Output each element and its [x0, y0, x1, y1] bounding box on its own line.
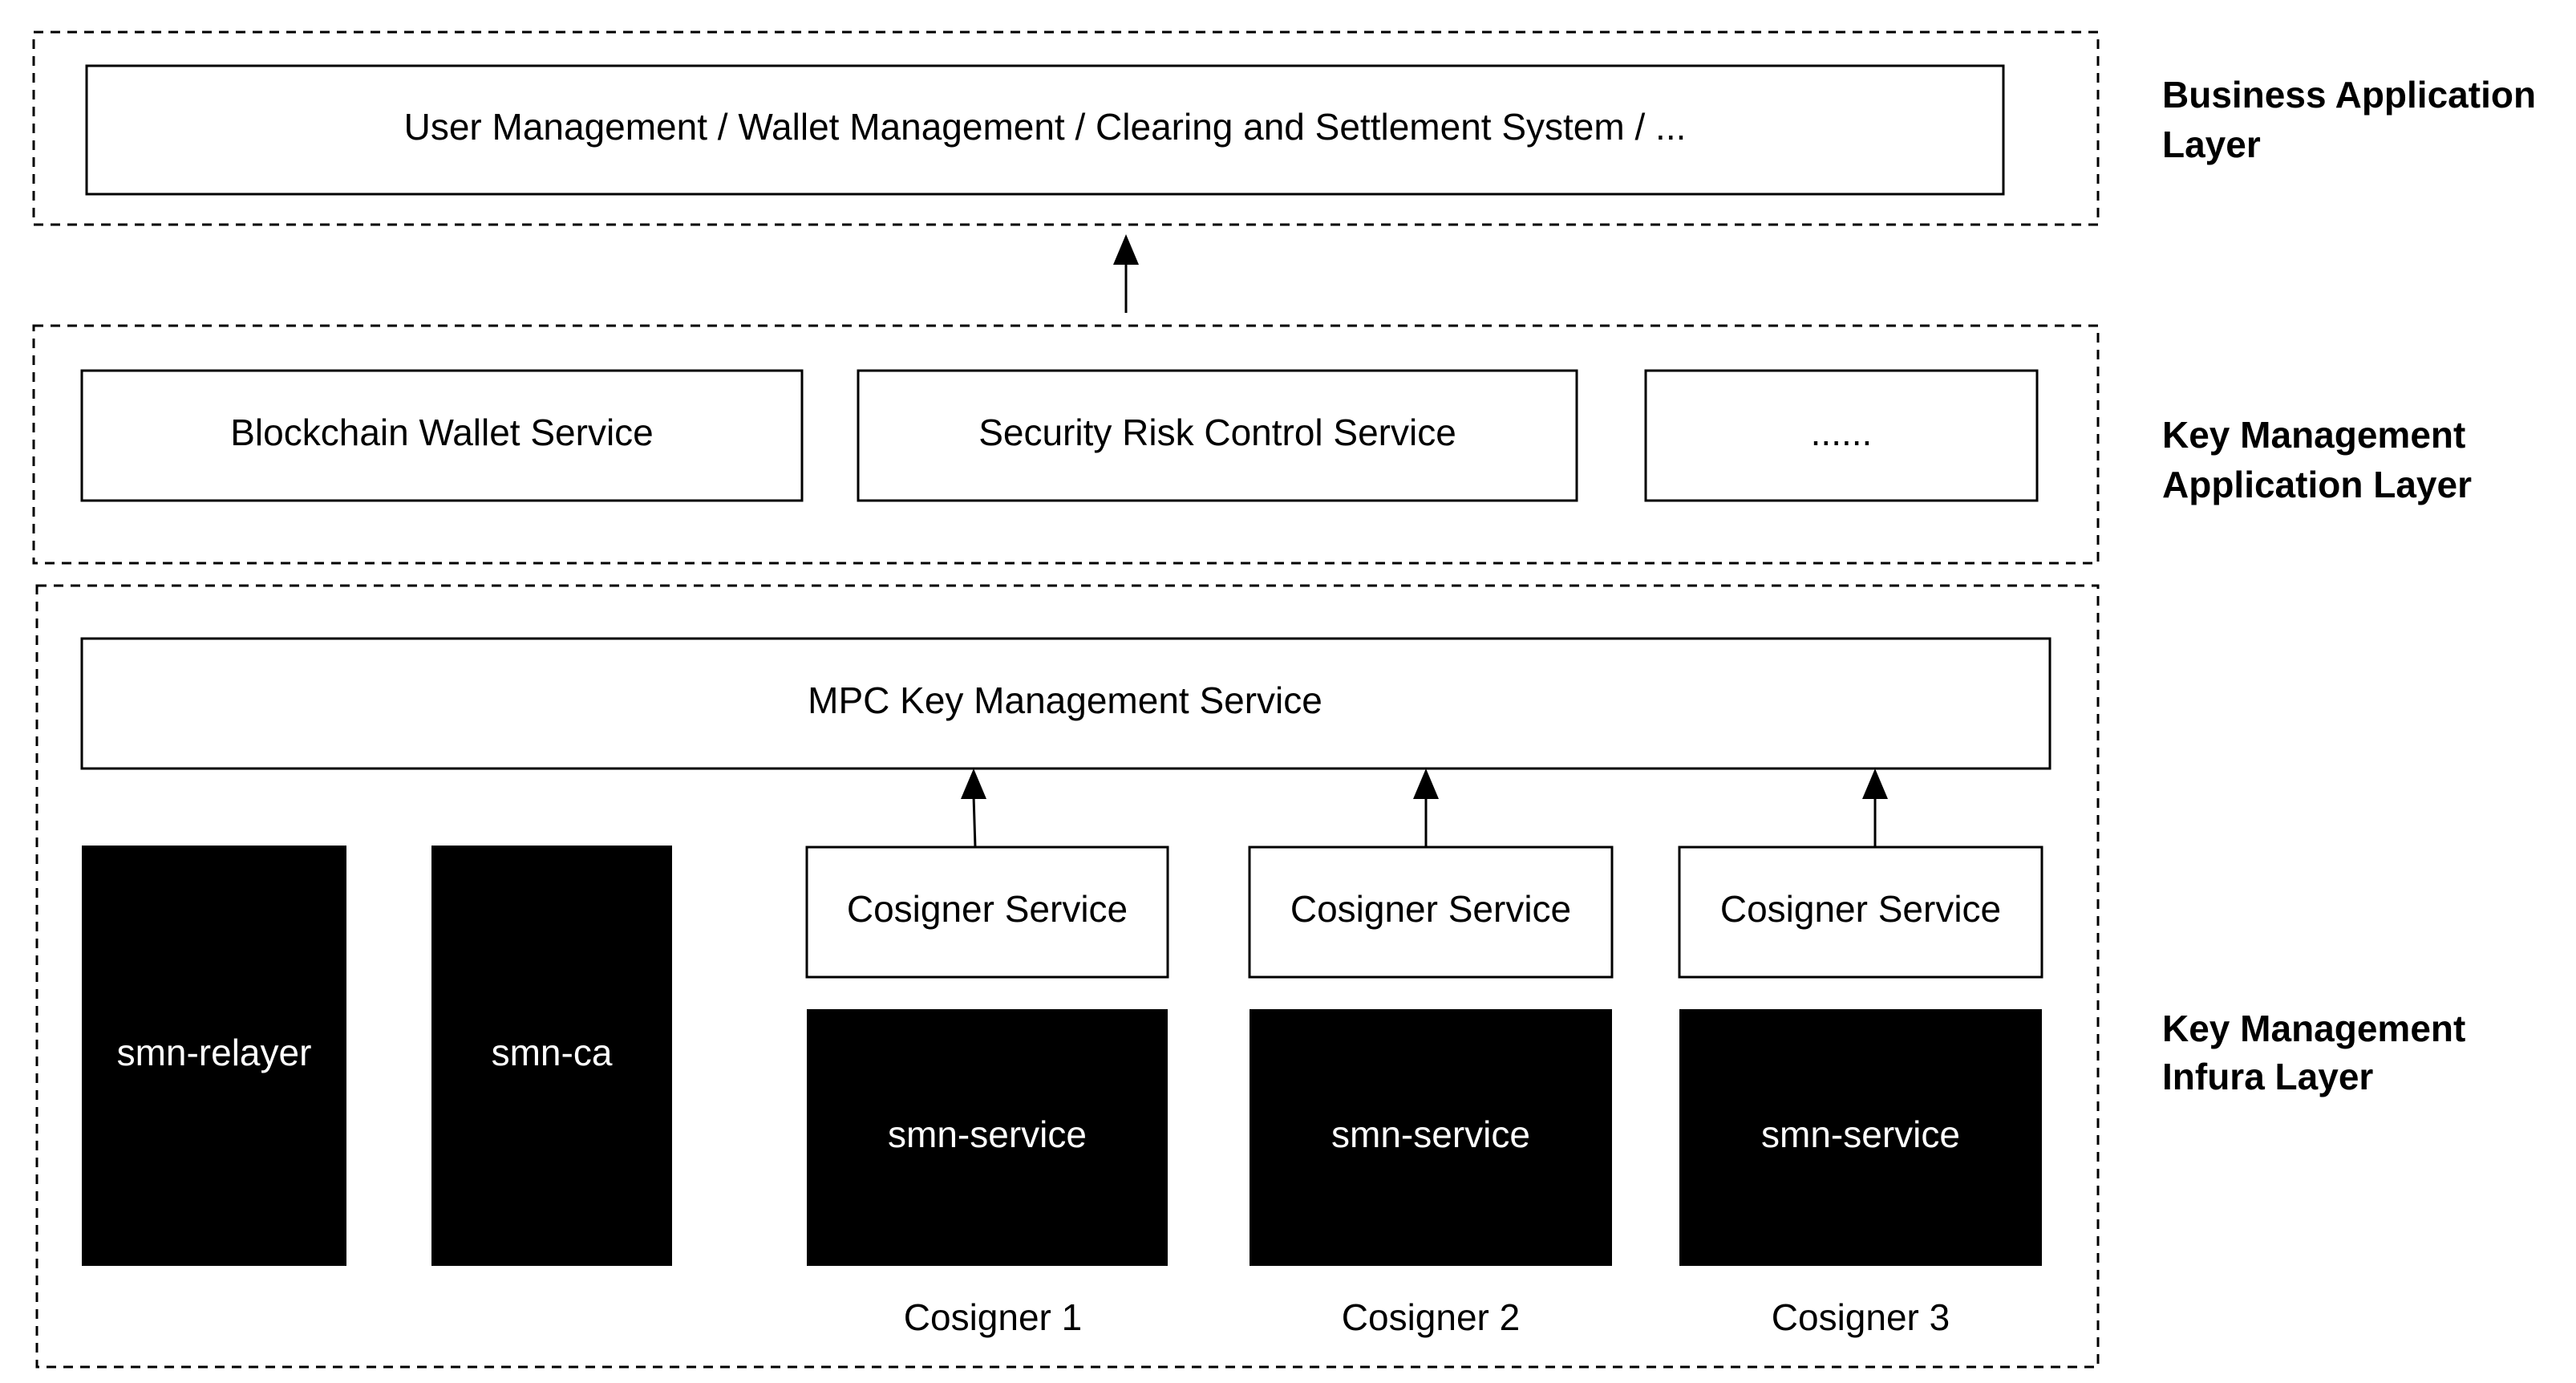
- cosigner-3-smn-service-text: smn-service: [1761, 1113, 1960, 1156]
- cosigner-2-smn-service-text: smn-service: [1331, 1113, 1530, 1156]
- business-layer-label-line1: Business Application: [2162, 74, 2537, 116]
- cosigner-1-caption: Cosigner 1: [903, 1296, 1083, 1339]
- cosigner-3-caption: Cosigner 3: [1771, 1296, 1950, 1339]
- cosigner-2-caption: Cosigner 2: [1341, 1296, 1521, 1339]
- cosigner-1-service-text: Cosigner Service: [846, 888, 1128, 931]
- arrow-cosigner-1-shaft: [974, 796, 975, 847]
- business-layer-label-line2: Layer: [2162, 124, 2261, 165]
- arrow-cosigner-1-head: [961, 769, 986, 799]
- arrow-cosigner-3-head: [1862, 769, 1888, 799]
- app-layer-label-line2: Application Layer: [2162, 464, 2472, 505]
- business-box-text: User Management / Wallet Management / Clearing and Settlement System / ...: [403, 106, 1687, 148]
- infra-layer-label-line2: Infura Layer: [2162, 1056, 2374, 1097]
- cosigner-1-smn-service-text: smn-service: [888, 1113, 1087, 1156]
- smn-ca-text: smn-ca: [491, 1032, 613, 1074]
- app-layer-label-line1: Key Management: [2162, 414, 2466, 456]
- more-services-text: ......: [1810, 412, 1873, 454]
- arrow-cosigner-2-head: [1413, 769, 1439, 799]
- security-risk-control-service-text: Security Risk Control Service: [978, 412, 1456, 454]
- blockchain-wallet-service-text: Blockchain Wallet Service: [230, 412, 654, 454]
- cosigner-2-service-text: Cosigner Service: [1290, 888, 1572, 931]
- arrow-app-to-business-head: [1113, 234, 1139, 265]
- cosigner-3-service-text: Cosigner Service: [1719, 888, 2002, 931]
- mpc-key-management-service-text: MPC Key Management Service: [808, 679, 1322, 722]
- infra-layer-label-line1: Key Management: [2162, 1008, 2466, 1049]
- smn-relayer-text: smn-relayer: [116, 1032, 312, 1074]
